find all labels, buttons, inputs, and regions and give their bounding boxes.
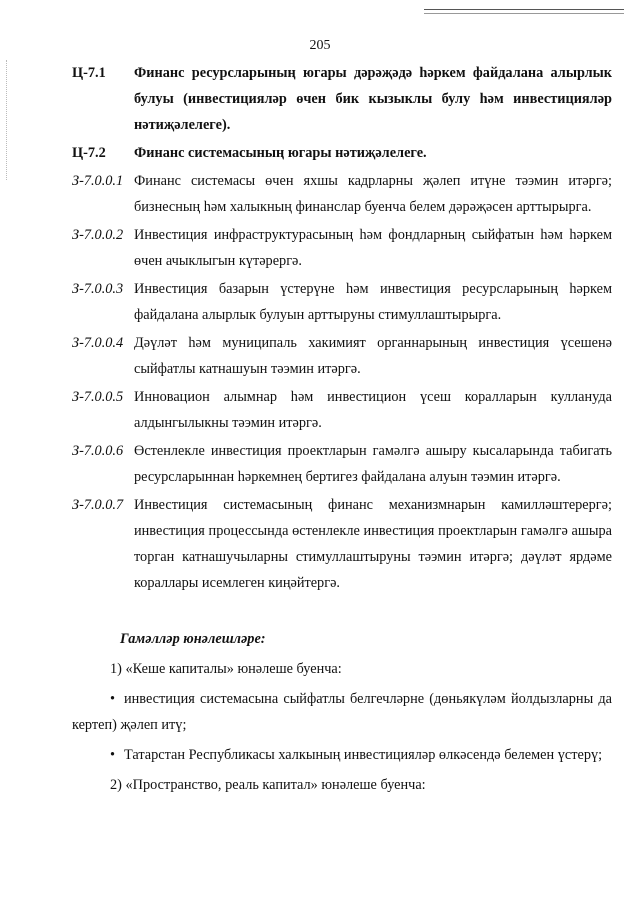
goal-item <box>72 140 612 166</box>
task-text: Дәүләт һәм муниципаль хакимият органнарының инвестиция үсешенә сыйфатлы катнашуын тәэмин итәргә. <box>134 335 612 377</box>
task-item <box>72 276 612 328</box>
task-code: З-7.0.0.4 <box>72 335 124 351</box>
task-text: Инвестиция базарын үстерүне һәм инвестиция ресурсларының һәркем файдалана алырлык булуын арттыруны стимуллаштырырга. <box>134 281 612 323</box>
task-text: Өстенлекле инвестиция проектларын гамәлгә ашыру кысаларында табигать ресурсларыннан һәркемнең бертигез файдалана алуын тәэмин итәргә. <box>134 443 612 485</box>
task-text: Финанс системасы өчен яхшы кадрларны җәлеп итүне тәэмин итәргә; бизнесның һәм халыкның финанслар буенча белем дәрәҗәсен арттырырга. <box>134 173 612 215</box>
task-item <box>72 384 612 436</box>
bullet-icon: • <box>110 747 116 763</box>
document-body <box>72 60 612 802</box>
task-item <box>72 330 612 382</box>
directions-heading: Гамәлләр юнәлешләре: <box>120 631 266 647</box>
task-code: З-7.0.0.3 <box>72 281 124 297</box>
bullet-text: инвестиция системасына сыйфатлы белгечләрне (дөньякүләм йолдызларны да кертеп) җәлеп итү; <box>72 691 612 733</box>
page-number: 205 <box>309 38 331 53</box>
header-rule-secondary <box>424 13 624 14</box>
direction-item-2: 2) «Пространство, реаль капитал» юнәлеше буенча: <box>110 777 426 793</box>
task-item <box>72 168 612 220</box>
goal-text: Финанс системасының югары нәтиҗәлелеге. <box>134 145 427 161</box>
goal-code: Ц-7.1 <box>72 65 106 81</box>
section-spacer <box>72 598 612 626</box>
task-item <box>72 438 612 490</box>
task-code: З-7.0.0.7 <box>72 497 124 513</box>
task-code: З-7.0.0.6 <box>72 443 124 459</box>
header-rule <box>424 9 624 10</box>
bullet-item <box>72 742 612 768</box>
direction-item-1: 1) «Кеше капиталы» юнәлеше буенча: <box>110 661 342 677</box>
goal-code: Ц-7.2 <box>72 145 106 161</box>
task-text: Инвестиция системасының финанс механизмнарын камилләштерергә; инвестиция процессында өстенлекле инвестиция проектларын гамәлгә ашыра торган катнашучыларны стимуллаштыруны тәэмин итәргә; дәүләт ярдәме кораллары исемлеген киңәйтергә. <box>134 497 612 591</box>
goal-text: Финанс ресурсларының югары дәрәҗәдә һәркем файдалана алырлык булуы (инвестицияләр өчен бик кызыклы булу һәм инвестицияләр нәтиҗәлелеге). <box>134 65 612 133</box>
goal-item <box>72 60 612 138</box>
task-text: Инвестиция инфраструктурасының һәм фондларның сыйфатын һәм һәркем өчен ачыклыгын күтәрергә. <box>134 227 612 269</box>
task-item <box>72 492 612 596</box>
bullet-text: Татарстан Республикасы халкының инвестицияләр өлкәсендә белемен үстерү; <box>124 747 603 763</box>
task-item <box>72 222 612 274</box>
task-code: З-7.0.0.5 <box>72 389 124 405</box>
bullet-item <box>72 686 612 738</box>
bullet-icon: • <box>110 691 116 707</box>
task-code: З-7.0.0.2 <box>72 227 124 243</box>
margin-mark <box>6 60 7 180</box>
task-code: З-7.0.0.1 <box>72 173 124 189</box>
task-text: Инновацион алымнар һәм инвестицион үсеш коралларын куллануда алдынгылыкны тәэмин итәргә. <box>134 389 612 431</box>
